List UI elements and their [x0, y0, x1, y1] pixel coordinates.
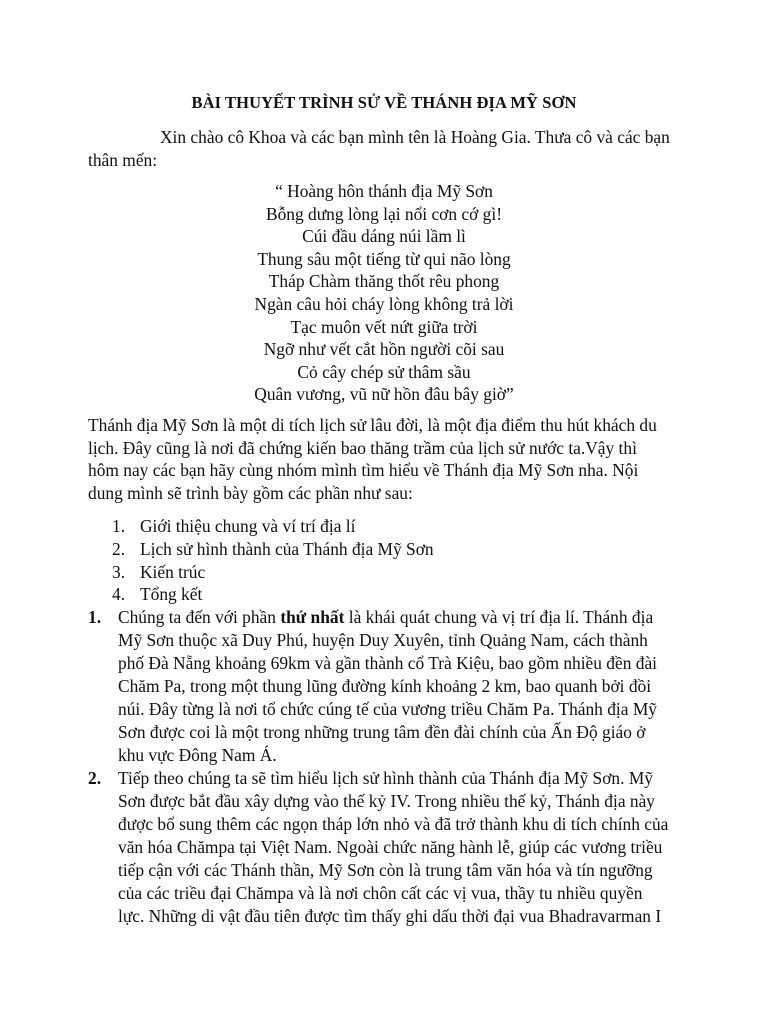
- intro-line: Thánh địa Mỹ Sơn là một di tích lịch sử lâu đời, là một địa điểm thu hút khách du: [88, 415, 657, 435]
- section-line: Mỹ Sơn thuộc xã Duy Phú, huyện Duy Xuyên, tỉnh Quảng Nam, cách thành: [118, 630, 648, 650]
- section-line: được bổ sung thêm các ngọn tháp lớn nhỏ và đã trở thành khu di tích chính của: [118, 814, 669, 834]
- section-1-bold: thứ nhất: [280, 607, 345, 627]
- section-line: Sơn được coi là một trong những trung tâm đền đài chính của Ấn Độ giáo ở: [118, 722, 646, 742]
- intro-line: lịch. Đây cũng là nơi đã chứng kiến bao thăng trầm của lịch sử nước ta.Vậy thì: [88, 437, 637, 458]
- poem-line: Tạc muôn vết nứt giữa trời: [290, 316, 478, 337]
- section-line: Tiếp theo chúng ta sẽ tìm hiểu lịch sử hình thành của Thánh địa Mỹ Sơn. Mỹ: [118, 768, 653, 788]
- list-item-text: Kiến trúc: [140, 561, 206, 582]
- section-1: [88, 606, 694, 767]
- section-1-first-line: [118, 606, 694, 629]
- list-item: [112, 538, 434, 561]
- list-item-text: Tổng kết: [140, 584, 203, 605]
- section-line: phố Đà Nẵng khoảng 69km và gần thành cổ Trà Kiệu, bao gồm nhiều đền đài: [118, 653, 658, 673]
- section-2: [88, 767, 694, 928]
- poem-line: Tháp Chàm thăng thốt rêu phong: [268, 271, 500, 292]
- poem-line: Ngàn câu hỏi cháy lòng không trả lời: [254, 293, 514, 314]
- section-1-body: [118, 606, 694, 767]
- section-number: 2.: [88, 768, 102, 788]
- section-line: lực. Những di vật đầu tiên được tìm thấy ghi dấu thời đại vua Bhadravarman I: [118, 906, 662, 926]
- sections: [88, 606, 694, 928]
- list-item-text: Lịch sử hình thành của Thánh địa Mỹ Sơn: [140, 538, 434, 559]
- intro-paragraph: [88, 414, 694, 504]
- greeting-paragraph: [88, 126, 698, 171]
- section-line: Chăm Pa, trong một thung lũng đường kính khoảng 2 km, bao quanh bởi đồi: [118, 676, 652, 696]
- section-line: tiếp cận với các Thánh thần, Mỹ Sơn còn là trung tâm văn hóa và tín ngưỡng: [118, 860, 653, 880]
- list-item-text: Giới thiệu chung và ví trí địa lí: [140, 516, 356, 536]
- section-1-post: là khái quát chung và vị trí địa lí. Thánh địa: [344, 607, 654, 627]
- list-item-number: 4.: [112, 584, 126, 605]
- poem-line: Thung sâu một tiếng từ qui não lòng: [257, 248, 511, 269]
- section-line: núi. Đây từng là nơi tổ chức cúng tế của vương triều Chăm Pa. Thánh địa Mỹ: [118, 699, 657, 719]
- poem-line: Cỏ cây chép sử thâm sầu: [297, 361, 471, 382]
- section-line: văn hóa Chămpa tại Việt Nam. Ngoài chức năng hành lễ, giúp các vương triều: [118, 837, 663, 857]
- list-item-number: 3.: [112, 561, 126, 582]
- poem-line: Bỗng dưng lòng lại nổi cơn cớ gì!: [266, 203, 502, 224]
- poem-line: “ Hoàng hôn thánh địa Mỹ Sơn: [275, 181, 493, 201]
- page-title: BÀI THUYẾT TRÌNH SỬ VỀ THÁNH ĐỊA MỸ SƠN: [191, 93, 577, 112]
- section-number: 1.: [88, 607, 102, 627]
- list-item: [112, 583, 434, 606]
- greeting-text-1: Xin chào cô Khoa và các bạn mình tên là Hoàng Gia. Thưa cô và các bạn: [160, 127, 670, 147]
- greeting-line-1: [88, 126, 698, 149]
- section-line: khu vực Đông Nam Á.: [118, 745, 277, 765]
- poem-line: Ngỡ như vết cắt hồn người cõi sau: [263, 339, 505, 360]
- greeting-line-2: thân mến:: [88, 149, 158, 170]
- outline-list: [112, 515, 434, 606]
- section-line: Sơn được bắt đầu xây dựng vào thế kỷ IV. Trong nhiều thế kỷ, Thánh địa này: [118, 791, 656, 811]
- list-item-number: 1.: [112, 516, 126, 536]
- poem: [0, 180, 768, 406]
- intro-line: dung mình sẽ trình bày gồm các phần như sau:: [88, 482, 413, 503]
- list-item-number: 2.: [112, 538, 126, 559]
- section-2-body: [118, 767, 694, 928]
- section-line: của các triều đại Chămpa và là nơi chôn cất các vị vua, thầy tu nhiều quyền: [118, 883, 643, 903]
- intro-line: hôm nay các bạn hãy cùng nhóm mình tìm hiểu về Thánh địa Mỹ Sơn nha. Nội: [88, 460, 639, 481]
- list-item: [112, 561, 434, 584]
- list-item: [112, 515, 434, 538]
- poem-line: Quân vương, vũ nữ hồn đâu bây giờ”: [254, 384, 514, 405]
- section-1-pre: Chúng ta đến với phần: [118, 607, 281, 627]
- poem-line: Cúi đầu dáng núi lầm lì: [302, 226, 466, 247]
